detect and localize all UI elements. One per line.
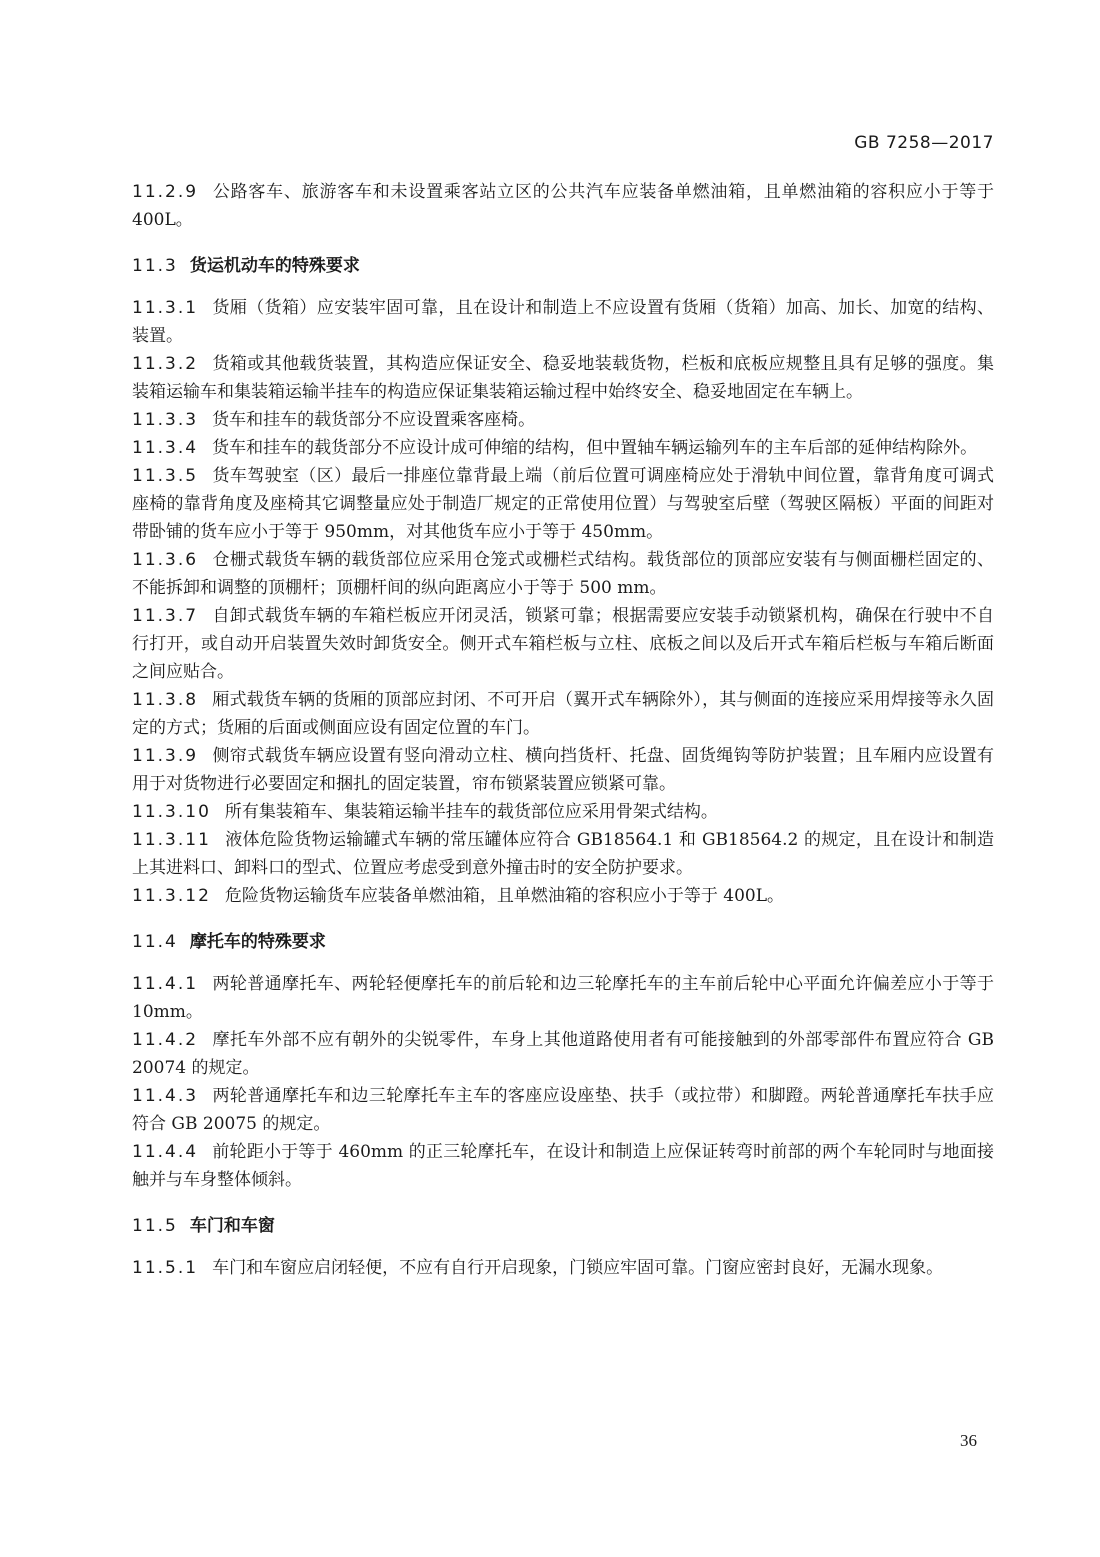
clause-text: 公路客车、旅游客车和未设置乘客站立区的公共汽车应装备单燃油箱，且单燃油箱的容积应小于等于 400L。 — [132, 182, 994, 230]
clause-text: 货车和挂车的载货部分不应设置乘客座椅。 — [212, 410, 536, 430]
clause-number: 11.3.8 — [132, 690, 199, 710]
section-number: 11.4 — [132, 932, 178, 952]
clause-number: 11.4.2 — [132, 1030, 199, 1050]
clause-number: 11.5.1 — [132, 1258, 199, 1278]
section-heading — [132, 928, 994, 956]
clause-paragraph — [132, 1026, 994, 1082]
section-heading — [132, 252, 994, 280]
clause-text: 液体危险货物运输罐式车辆的常压罐体应符合 GB18564.1 和 GB18564.2 的规定，且在设计和制造上其进料口、卸料口的型式、位置应考虑受到意外撞击时的安全防护要求。 — [132, 830, 994, 878]
section-title: 车门和车窗 — [189, 1216, 275, 1236]
document-id-header: GB 7258—2017 — [854, 133, 994, 153]
clause-paragraph — [132, 406, 994, 434]
section-title: 摩托车的特殊要求 — [189, 932, 326, 952]
section-title: 货运机动车的特殊要求 — [189, 256, 360, 276]
clause-text: 两轮普通摩托车和边三轮摩托车主车的客座应设座垫、扶手（或拉带）和脚蹬。两轮普通摩托车扶手应符合 GB 20075 的规定。 — [132, 1086, 994, 1134]
clause-text: 厢式载货车辆的货厢的顶部应封闭、不可开启（翼开式车辆除外），其与侧面的连接应采用焊接等永久固定的方式；货厢的后面或侧面应设有固定位置的车门。 — [132, 690, 994, 738]
clause-number: 11.4.4 — [132, 1142, 199, 1162]
clause-text: 危险货物运输货车应装备单燃油箱，且单燃油箱的容积应小于等于 400L。 — [224, 886, 785, 906]
clause-paragraph — [132, 294, 994, 350]
clause-number: 11.3.11 — [132, 830, 211, 850]
clause-text: 两轮普通摩托车、两轮轻便摩托车的前后轮和边三轮摩托车的主车前后轮中心平面允许偏差应小于等于 10mm。 — [132, 974, 994, 1022]
clause-number: 11.4.3 — [132, 1086, 199, 1106]
clause-paragraph — [132, 178, 994, 234]
clause-text: 侧帘式载货车辆应设置有竖向滑动立柱、横向挡货杆、托盘、固货绳钩等防护装置；且车厢内应设置有用于对货物进行必要固定和捆扎的固定装置，帘布锁紧装置应锁紧可靠。 — [132, 746, 994, 794]
section-heading — [132, 1212, 994, 1240]
clause-number: 11.3.10 — [132, 802, 211, 822]
clause-paragraph — [132, 462, 994, 546]
clause-paragraph — [132, 1082, 994, 1138]
clause-number: 11.3.4 — [132, 438, 199, 458]
clause-paragraph — [132, 350, 994, 406]
page-number: 36 — [960, 1431, 977, 1450]
clause-text: 所有集装箱车、集装箱运输半挂车的载货部位应采用骨架式结构。 — [224, 802, 718, 822]
clause-number: 11.3.1 — [132, 298, 199, 318]
clause-number: 11.3.12 — [132, 886, 211, 906]
clause-number: 11.3.5 — [132, 466, 199, 486]
clause-number: 11.4.1 — [132, 974, 199, 994]
clause-text: 自卸式载货车辆的车箱栏板应开闭灵活，锁紧可靠；根据需要应安装手动锁紧机构，确保在行驶中不自行打开，或自动开启装置失效时卸货安全。侧开式车箱栏板与立柱、底板之间以及后开式车箱后栏板与车箱后断面之间应贴合。 — [132, 606, 994, 682]
clause-text: 货厢（货箱）应安装牢固可靠，且在设计和制造上不应设置有货厢（货箱）加高、加长、加宽的结构、装置。 — [132, 298, 994, 346]
clause-text: 货车和挂车的载货部分不应设计成可伸缩的结构，但中置轴车辆运输列车的主车后部的延伸结构除外。 — [212, 438, 978, 458]
clause-number: 11.3.7 — [132, 606, 199, 626]
clause-paragraph — [132, 798, 994, 826]
clause-number: 11.3.6 — [132, 550, 199, 570]
clause-paragraph — [132, 1254, 994, 1282]
clause-paragraph — [132, 970, 994, 1026]
section-number: 11.5 — [132, 1216, 178, 1236]
clause-text: 前轮距小于等于 460mm 的正三轮摩托车，在设计和制造上应保证转弯时前部的两个车轮同时与地面接触并与车身整体倾斜。 — [132, 1142, 994, 1190]
clause-text: 仓栅式载货车辆的载货部位应采用仓笼式或栅栏式结构。载货部位的顶部应安装有与侧面栅栏固定的、不能拆卸和调整的顶棚杆；顶棚杆间的纵向距离应小于等于 500 mm。 — [132, 550, 994, 598]
clause-paragraph — [132, 882, 994, 910]
clause-text: 货车驾驶室（区）最后一排座位靠背最上端（前后位置可调座椅应处于滑轨中间位置，靠背角度可调式座椅的靠背角度及座椅其它调整量应处于制造厂规定的正常使用位置）与驾驶室后壁（驾驶区隔板）平面的间距对带卧铺的货车应小于等于 950mm，对其他货车应小于等于 450mm。 — [132, 466, 994, 542]
clause-number: 11.3.2 — [132, 354, 199, 374]
clause-text: 货箱或其他载货装置，其构造应保证安全、稳妥地装载货物，栏板和底板应规整且具有足够的强度。集装箱运输车和集装箱运输半挂车的构造应保证集装箱运输过程中始终安全、稳妥地固定在车辆上。 — [132, 354, 994, 402]
clause-number: 11.2.9 — [132, 182, 199, 202]
clause-paragraph — [132, 686, 994, 742]
clause-number: 11.3.3 — [132, 410, 199, 430]
clause-text: 摩托车外部不应有朝外的尖锐零件，车身上其他道路使用者有可能接触到的外部零部件布置应符合 GB 20074 的规定。 — [132, 1030, 994, 1078]
clause-paragraph — [132, 546, 994, 602]
clause-text: 车门和车窗应启闭轻便，不应有自行开启现象，门锁应牢固可靠。门窗应密封良好，无漏水现象。 — [212, 1258, 944, 1278]
clause-paragraph — [132, 434, 994, 462]
clause-number: 11.3.9 — [132, 746, 199, 766]
clause-paragraph — [132, 1138, 994, 1194]
section-number: 11.3 — [132, 256, 178, 276]
document-body — [132, 178, 994, 1282]
clause-paragraph — [132, 826, 994, 882]
clause-paragraph — [132, 602, 994, 686]
clause-paragraph — [132, 742, 994, 798]
